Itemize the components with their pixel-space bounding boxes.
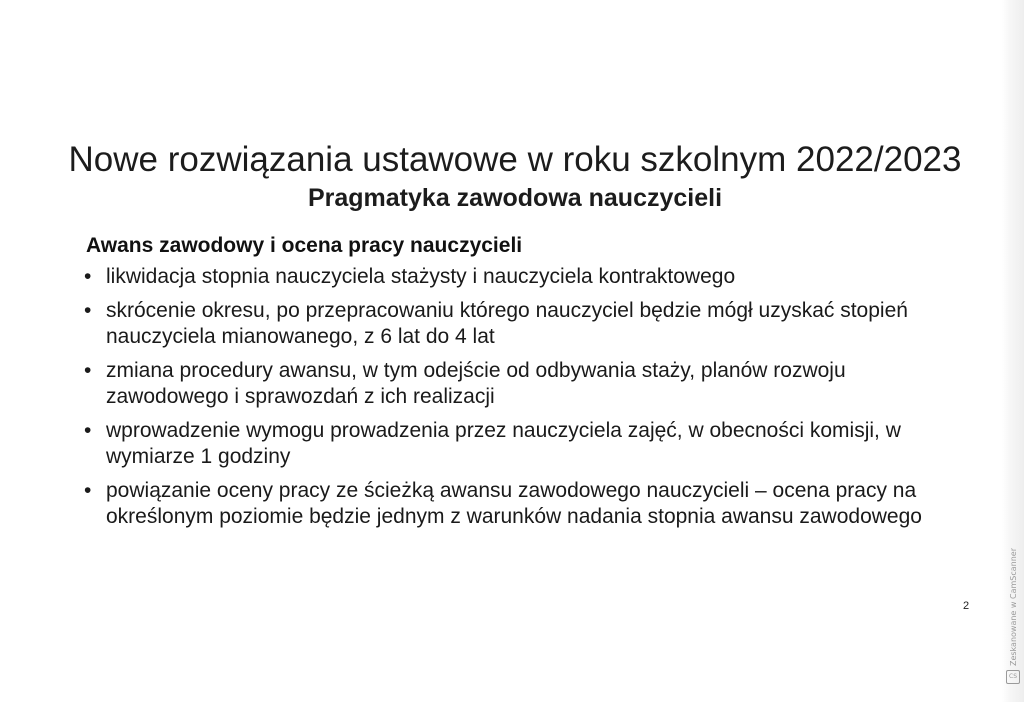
slide-subtitle: Pragmatyka zawodowa nauczycieli [307,184,723,212]
scanner-watermark [1005,548,1021,688]
bullet-item [82,418,942,470]
bullet-list [82,264,942,538]
section-heading: Awans zawodowy i ocena pracy nauczycieli [86,234,523,257]
bullet-dot-icon: • [84,419,92,442]
bullet-dot-icon: • [84,479,92,502]
bullet-text: skrócenie okresu, po przepracowaniu którego nauczyciel będzie mógł uzyskać stopień nauczyciela mianowanego, z 6 lat do 4 lat [106,299,908,348]
bullet-text: wprowadzenie wymogu prowadzenia przez nauczyciela zajęć, w obecności komisji, w wymiarze 1 godziny [106,419,901,468]
watermark-text: Zeskanowane w CamScanner [1008,548,1018,667]
bullet-item [82,358,942,410]
slide-title: Nowe rozwiązania ustawowe w roku szkolnym 2022/2023 [68,140,962,179]
camscanner-logo-icon: CS [1006,670,1020,684]
bullet-text: likwidacja stopnia nauczyciela stażysty i nauczyciela kontraktowego [106,265,736,288]
bullet-dot-icon: • [84,299,92,322]
bullet-item [82,298,942,350]
page-number: 2 [963,600,970,612]
bullet-dot-icon: • [84,359,92,382]
bullet-text: powiązanie oceny pracy ze ścieżką awansu zawodowego nauczycieli – ocena pracy na określonym poziomie będzie jednym z warunków nadania stopnia awansu zawodowego [106,479,922,528]
bullet-item [82,478,942,530]
bullet-text: zmiana procedury awansu, w tym odejście od odbywania staży, planów rozwoju zawodowego i sprawozdań z ich realizacji [106,359,846,408]
bullet-dot-icon: • [84,265,92,288]
bullet-item [82,264,942,290]
